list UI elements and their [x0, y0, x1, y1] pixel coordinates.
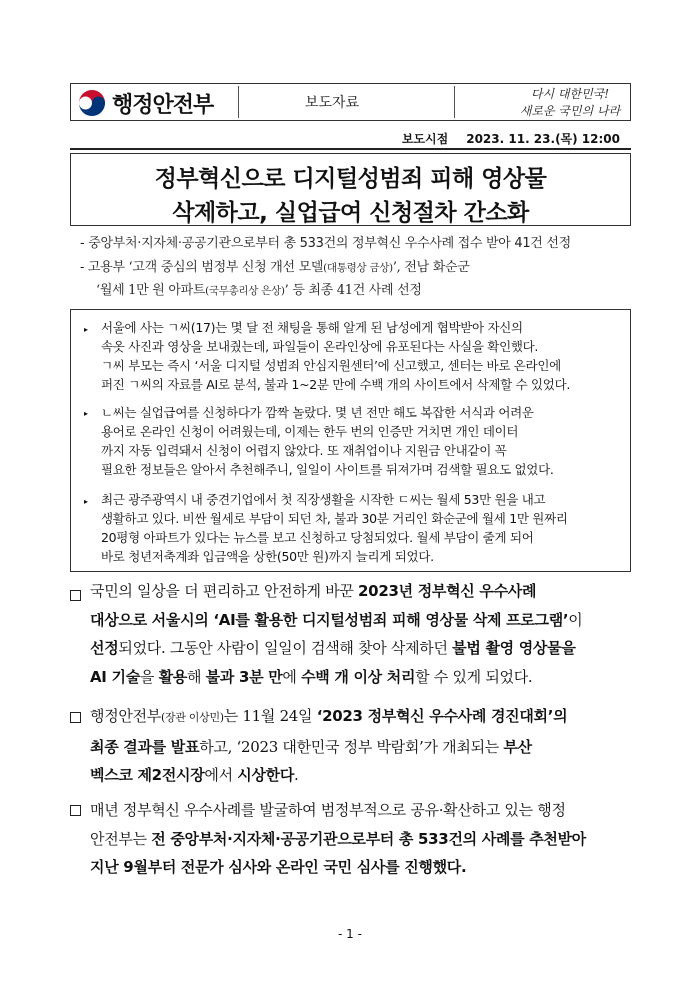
body-line: 벡스코 제2전시장에서 시상한다. [90, 766, 299, 784]
release-label: 보도시점 [401, 132, 449, 146]
title-line2: 삭제하고, 실업급여 신청절차 간소화 [172, 200, 529, 226]
header-divider-left [238, 86, 239, 118]
subtitle-2-tail: ’, 전남 화순군 [392, 260, 470, 275]
taegeuk-emblem-icon [78, 89, 106, 117]
body-line: 최종 결과를 발표하고, ‘2023 대한민국 정부 박람회’가 개최되는 부산 [90, 737, 532, 756]
body-paragraph-2 [90, 702, 635, 790]
body-line: 행정안전부(장관 이상민)는 11월 24일 ‘2023 정부혁신 우수사례 경진대회’의 [90, 707, 568, 725]
body-line: 지난 9월부터 전문가 심사와 온라인 국민 심사를 진행했다. [90, 858, 467, 876]
subtitle-3 [96, 279, 422, 298]
checkbox-bullet-icon [70, 712, 81, 723]
intro-p1-line: ㄱ씨 부모는 즉시 ‘서울 디지털 성범죄 안심지원센터’에 신고했고, 센터는 바로 온라인에 [101, 358, 561, 373]
intro-paragraph-2 [101, 403, 623, 479]
intro-p3-line: 최근 광주광역시 내 중견기업에서 첫 직장생활을 시작한 ㄷ씨는 월세 53만 원을 내고 [101, 492, 546, 507]
release-rule [70, 148, 631, 150]
bullet-icon: ▸ [84, 325, 89, 334]
release-info [402, 130, 620, 147]
page-number: - 1 - [338, 927, 362, 941]
intro-p2-line: 필요한 정보들은 알아서 추천해주니, 일일이 사이트를 뒤져가며 검색할 필요도 없었다. [101, 462, 554, 477]
intro-p1-line: 서울에 사는 ㄱ씨(17)는 몇 달 전 채팅을 통해 알게 된 남성에게 협박받아 자신의 [101, 320, 523, 335]
bullet-icon: ▸ [84, 497, 89, 506]
intro-paragraph-1 [101, 318, 623, 394]
intro-paragraph-3 [101, 490, 623, 566]
subtitle-2-award: (대통령상 금상) [323, 262, 393, 274]
checkbox-bullet-icon [70, 590, 81, 601]
intro-p3-line: 20평형 아파트가 있다는 뉴스를 보고 신청하고 당첨되었다. 월세 부담이 줄게 되어 [101, 530, 534, 545]
body-paragraph-1 [90, 577, 635, 691]
subtitle-2 [80, 256, 469, 275]
body-paragraph-3 [90, 796, 635, 882]
slogan-line1: 다시 대한민국! [530, 87, 610, 101]
body-line: 매년 정부혁신 우수사례를 발굴하여 범정부적으로 공유·확산하고 있는 행정 [90, 801, 566, 819]
body-line: 선정되었다. 그동안 사람이 일일이 검색해 찾아 삭제하던 불법 촬영 영상물을 [90, 639, 576, 657]
intro-p1-line: 퍼진 ㄱ씨의 자료를 AI로 분석, 불과 1~2분 만에 수백 개의 사이트에서 삭제할 수 있었다. [101, 377, 571, 392]
title-line1: 정부혁신으로 디지털성범죄 피해 영상물 [154, 166, 547, 192]
subtitle-1: - 중앙부처·지자체·공공기관으로부터 총 533건의 정부혁신 우수사례 접수 받아 41건 선정 [80, 236, 571, 251]
body-line: 안전부는 전 중앙부처·지자체·공공기관으로부터 총 533건의 사례를 추천받아 [90, 829, 586, 848]
subtitle-2-main: - 고용부 ‘고객 중심의 범정부 신청 개선 모델 [80, 260, 324, 275]
intro-p1-line: 속옷 사진과 영상을 보내줬는데, 파일들이 온라인상에 유포된다는 사실을 확인했다. [101, 339, 539, 354]
subtitle-3-award: (국무총리상 은상) [205, 285, 285, 297]
subtitle-3-main: ‘월세 1만 원 아파트 [96, 283, 206, 298]
subtitle-3-tail: ’ 등 최종 41건 사례 선정 [284, 283, 422, 298]
intro-p3-line: 바로 청년저축계좌 입금액을 상한(50만 원)까지 늘리게 되었다. [101, 549, 434, 564]
ministry-name: 행정안전부 [112, 92, 214, 118]
slogan-line2: 새로운 국민의 나라 [519, 104, 621, 118]
ministry-logo [78, 88, 213, 118]
intro-p3-line: 생활하고 있다. 비싼 월세로 부담이 되던 차, 불과 30분 거리인 화순군에 월세 1만 원짜리 [101, 511, 568, 526]
header-divider-right [454, 86, 455, 118]
intro-p2-line: 용어로 온라인 신청이 어려웠는데, 이제는 한두 번의 인증만 거치면 개인 데이터 [101, 424, 519, 439]
slogan-calligraphy [515, 84, 625, 120]
intro-p2-line: 까지 자동 입력돼서 신청이 어렵지 않았다. 또 재취업이나 지원금 안내같이 꼭 [101, 443, 507, 458]
doc-type: 보도자료 [305, 95, 360, 111]
bullet-icon: ▸ [84, 409, 89, 418]
intro-p2-line: ㄴ씨는 실업급여를 신청하다가 깜짝 놀랐다. 몇 년 전만 해도 복잡한 서식과 어려운 [101, 405, 534, 420]
body-line: 국민의 일상을 더 편리하고 안전하게 바꾼 2023년 정부혁신 우수사례 [90, 582, 537, 600]
checkbox-bullet-icon [70, 805, 81, 816]
body-line: AI 기술을 활용해 불과 3분 만에 수백 개 이상 처리할 수 있게 되었다. [90, 667, 533, 686]
body-line: 대상으로 서울시의 ‘AI를 활용한 디지털성범죄 피해 영상물 삭제 프로그램’이 [90, 610, 583, 629]
release-value: 2023. 11. 23.(목) 12:00 [466, 132, 620, 146]
